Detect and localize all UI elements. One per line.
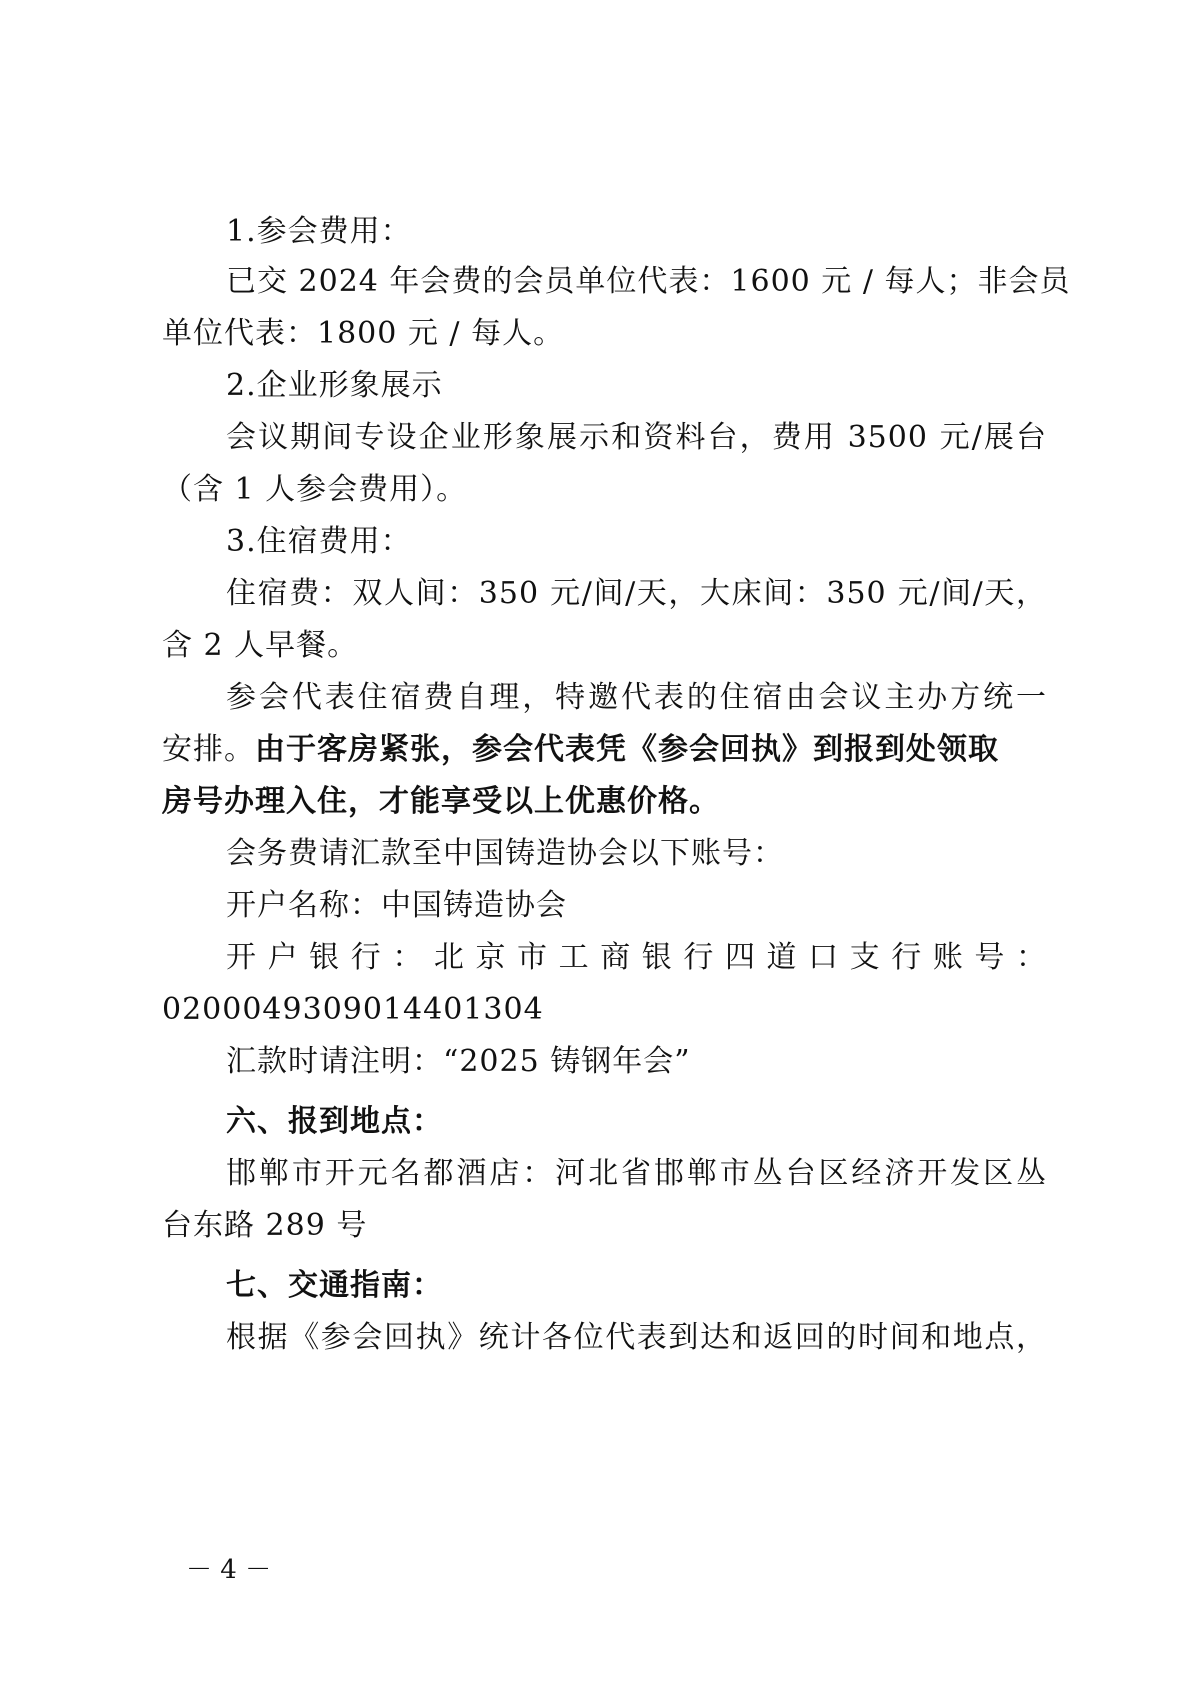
section-heading-transport-guide: 七、交通指南： xyxy=(226,1268,443,1303)
account-name: 开户名称：中国铸造协会 xyxy=(226,888,567,923)
paragraph-nonmember-fee: 单位代表：1800 元 / 每人。 xyxy=(162,316,565,351)
paragraph-transport: 根据《参会回执》统计各位代表到达和返回的时间和地点， xyxy=(226,1320,1047,1355)
account-number: 0200049309014401304 xyxy=(162,992,544,1027)
paragraph-exhibit-fee: 会议期间专设企业形象展示和资料台，费用 3500 元/展台 xyxy=(226,420,1047,455)
section-item-fees-title: 1.参会费用： xyxy=(226,214,412,249)
paragraph-lodging-arrangement xyxy=(162,730,1047,770)
paragraph-lodging-self-paid: 参会代表住宿费自理，特邀代表的住宿由会议主办方统一 xyxy=(226,680,1047,715)
paragraph-exhibit-note: （含 1 人参会费用）。 xyxy=(162,472,468,507)
section-item-exhibit-title: 2.企业形象展示 xyxy=(226,368,443,403)
paragraph-hotel-address: 邯郸市开元名都酒店：河北省邯郸市丛台区经济开发区丛 xyxy=(226,1156,1047,1191)
remit-note: 汇款时请注明：“2025 铸钢年会” xyxy=(226,1044,691,1079)
arrangement-text: 安排。 xyxy=(162,732,255,767)
paragraph-room-rates: 住宿费：双人间：350 元/间/天，大床间：350 元/间/天， xyxy=(226,576,1047,611)
room-notice-bold-continued: 房号办理入住，才能享受以上优惠价格。 xyxy=(162,784,720,819)
paragraph-breakfast: 含 2 人早餐。 xyxy=(162,628,359,663)
room-notice-bold: 由于客房紧张，参会代表凭《参会回执》到报到处领取 xyxy=(255,732,999,767)
section-item-lodging-title: 3.住宿费用： xyxy=(226,524,412,559)
page-number: － 4 － xyxy=(186,1555,272,1585)
paragraph-remit-instruction: 会务费请汇款至中国铸造协会以下账号： xyxy=(226,836,784,871)
paragraph-member-fee: 已交 2024 年会费的会员单位代表：1600 元 / 每人；非会员 xyxy=(226,264,1071,299)
section-heading-registration-location: 六、报到地点： xyxy=(226,1104,443,1139)
paragraph-hotel-address-continued: 台东路 289 号 xyxy=(162,1208,368,1243)
account-bank: 开户银行：北京市工商银行四道口支行账号： xyxy=(226,940,1047,975)
